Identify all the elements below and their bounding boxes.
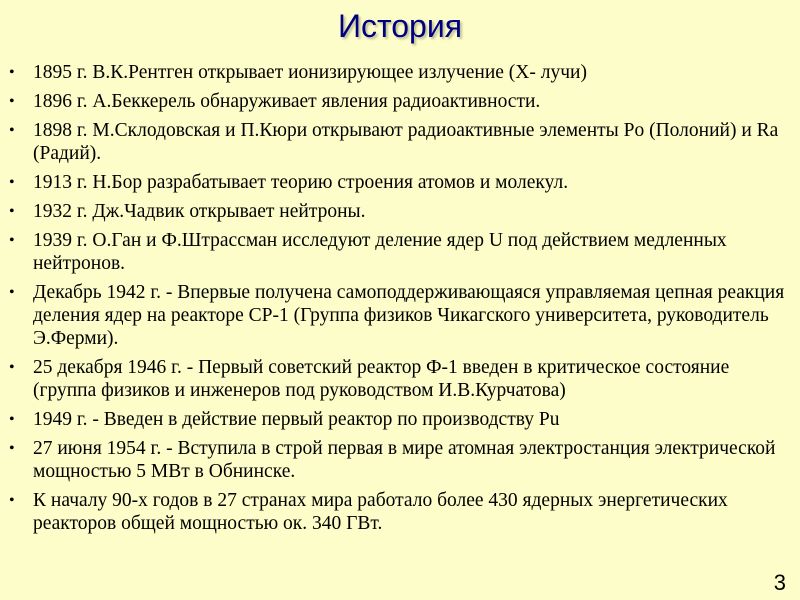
list-item bbox=[0, 489, 800, 535]
list-item-text: 1898 г. М.Склодовская и П.Кюри открывают радиоактивные элементы Po (Полоний) и Ra (Радий). bbox=[33, 120, 779, 164]
list-item-text: 1895 г. В.К.Рентген открывает ионизирующее излучение (X- лучи) bbox=[33, 62, 587, 83]
bullet-icon: • bbox=[9, 411, 15, 428]
list-item bbox=[0, 61, 800, 84]
list-item-text: 1939 г. О.Ган и Ф.Штрассман исследуют деление ядер U под действием медленных нейтронов. bbox=[33, 230, 727, 274]
slide-title: История bbox=[337, 8, 463, 44]
bullet-icon: • bbox=[9, 284, 15, 301]
list-item-text: 1913 г. Н.Бор разрабатывает теорию строения атомов и молекул. bbox=[33, 172, 569, 193]
bullet-icon: • bbox=[9, 203, 15, 220]
list-item bbox=[0, 437, 800, 483]
bullet-icon: • bbox=[9, 492, 15, 509]
list-item bbox=[0, 356, 800, 402]
bullet-icon: • bbox=[9, 359, 15, 376]
bullet-icon: • bbox=[9, 232, 15, 249]
bullet-icon: • bbox=[9, 440, 15, 457]
bullet-icon: • bbox=[9, 174, 15, 191]
bullet-icon: • bbox=[9, 93, 15, 110]
bullet-icon: • bbox=[9, 64, 15, 81]
list-item bbox=[0, 90, 800, 113]
list-item bbox=[0, 119, 800, 165]
list-item bbox=[0, 229, 800, 275]
history-list bbox=[0, 61, 800, 541]
list-item bbox=[0, 281, 800, 350]
list-item-text: 27 июня 1954 г. - Вступила в строй первая в мире атомная электростанция электрической мощностью 5 МВт в Обнинске. bbox=[33, 438, 776, 482]
list-item-text: 25 декабря 1946 г. - Первый советский реактор Ф-1 введен в критическое состояние (группа физиков и инженеров под руководством И.В.Курчатова) bbox=[33, 357, 730, 401]
list-item bbox=[0, 408, 800, 431]
list-item-text: Декабрь 1942 г. - Впервые получена самоподдерживающаяся управляемая цепная реакция деления ядер на реакторе CP-1 (Группа физиков Чикагского университета, руководитель Э.Ферми). bbox=[33, 282, 785, 349]
list-item bbox=[0, 200, 800, 223]
list-item-text: 1949 г. - Введен в действие первый реактор по производству Pu bbox=[33, 409, 560, 430]
list-item-text: 1932 г. Дж.Чадвик открывает нейтроны. bbox=[33, 201, 366, 222]
list-item-text: 1896 г. А.Беккерель обнаруживает явления радиоактивности. bbox=[33, 91, 541, 112]
list-item bbox=[0, 171, 800, 194]
bullet-icon: • bbox=[9, 122, 15, 139]
page-number: 3 bbox=[773, 570, 786, 595]
list-item-text: К началу 90-х годов в 27 странах мира работало более 430 ядерных энергетических реакторов общей мощностью ок. 340 ГВт. bbox=[33, 490, 728, 534]
